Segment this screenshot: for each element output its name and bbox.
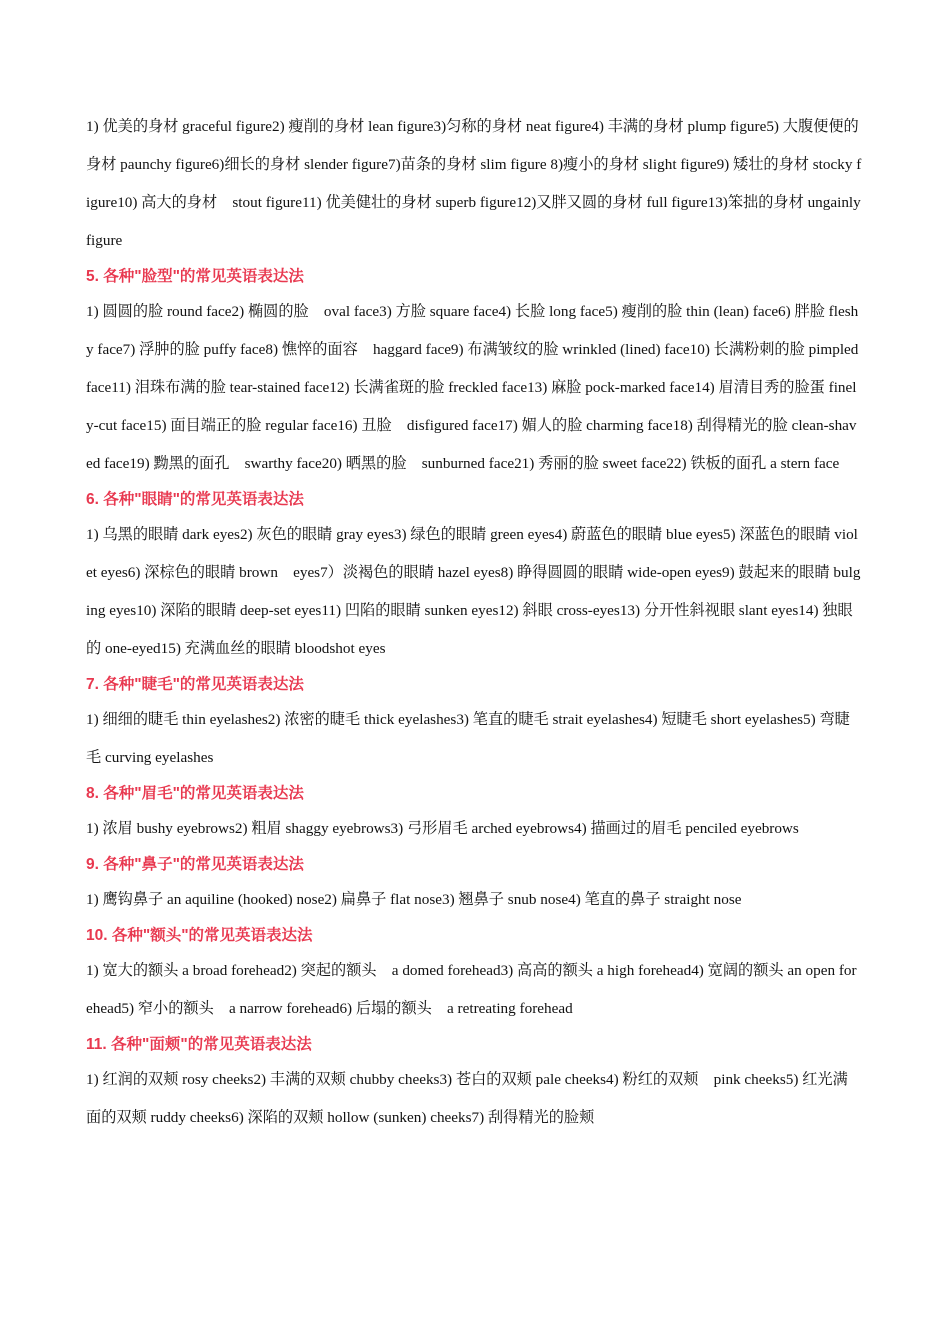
forehead-paragraph: 1) 宽大的额头 a broad forehead2) 突起的额头 a domed forehead3) 高高的额头 a high forehead4) 宽阔的额头 an open forehead5) 窄小的额头 a narrow forehead6) 后塌的额头 a retreating forehead [86, 962, 857, 1017]
eyebrows-heading: 8. 各种"眉毛"的常见英语表达法 [86, 785, 304, 802]
eyelashes-paragraph: 1) 细细的睫毛 thin eyelashes2) 浓密的睫毛 thick eyelashes3) 笔直的睫毛 strait eyelashes4) 短睫毛 short eyelashes5) 弯睫毛 curving eyelashes [86, 711, 850, 766]
face-shape-heading: 5. 各种"脸型"的常见英语表达法 [86, 268, 304, 285]
cheeks-paragraph: 1) 红润的双颊 rosy cheeks2) 丰满的双颊 chubby cheeks3) 苍白的双颊 pale cheeks4) 粉红的双颊 pink cheeks5) 红光满面的双颊 ruddy cheeks6) 深陷的双颊 hollow (sunken) cheeks7) 刮得精光的脸颊 [86, 1071, 848, 1126]
eyes-heading: 6. 各种"眼睛"的常见英语表达法 [86, 491, 304, 508]
eyelashes-heading: 7. 各种"睫毛"的常见英语表达法 [86, 676, 304, 693]
nose-paragraph: 1) 鹰钩鼻子 an aquiline (hooked) nose2) 扁鼻子 flat nose3) 翘鼻子 snub nose4) 笔直的鼻子 straight nose [86, 891, 742, 908]
eyebrows-paragraph: 1) 浓眉 bushy eyebrows2) 粗眉 shaggy eyebrows3) 弓形眉毛 arched eyebrows4) 描画过的眉毛 penciled eyebrows [86, 820, 799, 837]
cheeks-heading: 11. 各种"面颊"的常见英语表达法 [86, 1036, 312, 1053]
figure-expressions-paragraph: 1) 优美的身材 graceful figure2) 瘦削的身材 lean figure3)匀称的身材 neat figure4) 丰满的身材 plump figure5) 大腹便便的身材 paunchy figure6)细长的身材 slender figure7)苗条的身材 slim figure 8)瘦小的身材 slight figure9) 矮壮的身材 stocky figure10) 高大的身材 stout figure11) 优美健壮的身材 superb figure12)又胖又圆的身材 full figure13)笨拙的身材 ungainly figure [86, 118, 862, 249]
face-shape-paragraph: 1) 圆圆的脸 round face2) 椭圆的脸 oval face3) 方脸 square face4) 长脸 long face5) 瘦削的脸 thin (lean) face6) 胖脸 fleshy face7) 浮肿的脸 puffy face8) 憔悴的面容 haggard face9) 布满皱纹的脸 wrinkled (lined) face10) 长满粉刺的脸 pimpled face11) 泪珠布满的脸 tear-stained face12) 长满雀斑的脸 freckled face13) 麻脸 pock-marked face14) 眉清目秀的脸蛋 finely-cut face15) 面目端正的脸 regular face16) 丑脸 disfigured face17) 媚人的脸 charming face18) 刮得精光的脸 clean-shaved face19) 黝黑的面孔 swarthy face20) 晒黑的脸 sunburned face21) 秀丽的脸 sweet face22) 铁板的面孔 a stern face [86, 303, 859, 472]
forehead-heading: 10. 各种"额头"的常见英语表达法 [86, 927, 313, 944]
nose-heading: 9. 各种"鼻子"的常见英语表达法 [86, 856, 304, 873]
document-body [86, 108, 862, 1137]
eyes-paragraph: 1) 乌黑的眼睛 dark eyes2) 灰色的眼睛 gray eyes3) 绿色的眼睛 green eyes4) 蔚蓝色的眼睛 blue eyes5) 深蓝色的眼睛 violet eyes6) 深棕色的眼睛 brown eyes7）淡褐色的眼睛 hazel eyes8) 睁得圆圆的眼睛 wide-open eyes9) 鼓起来的眼睛 bulging eyes10) 深陷的眼睛 deep-set eyes11) 凹陷的眼睛 sunken eyes12) 斜眼 cross-eyes13) 分开性斜视眼 slant eyes14) 独眼的 one-eyed15) 充满血丝的眼睛 bloodshot eyes [86, 526, 861, 657]
